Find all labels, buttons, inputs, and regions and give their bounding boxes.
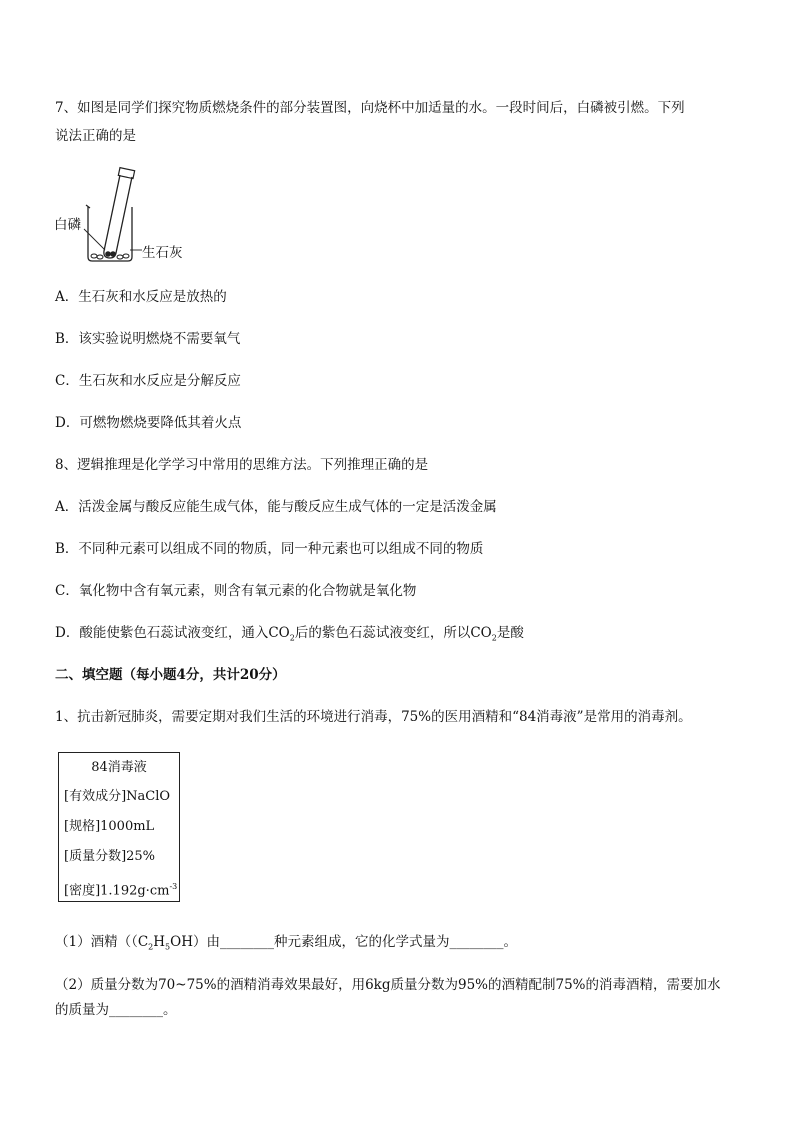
label-mass-fraction: [质量分数]25% xyxy=(64,849,156,864)
q8-option-c: C．氧化物中含有氧元素，则含有氧元素的化合物就是氧化物 xyxy=(55,583,417,599)
q7-option-b: B．该实验说明燃烧不需要氧气 xyxy=(55,331,241,347)
label-spec: [规格]1000mL xyxy=(64,819,155,834)
q7-option-d: D．可燃物燃烧要降低其着火点 xyxy=(55,415,242,431)
q7-stem-line1: 7、如图是同学们探究物质燃烧条件的部分装置图，向烧杯中加适量的水。一段时间后，白磷被引燃。下列 xyxy=(55,100,685,116)
q8-option-b: B．不同种元素可以组成不同的物质，同一种元素也可以组成不同的物质 xyxy=(55,541,484,557)
q7-apparatus-figure xyxy=(50,165,200,275)
label-density: [密度]$1.192g\cdot cm^{-3}$ xyxy=(64,882,178,899)
label-quicklime: 生石灰 xyxy=(142,245,183,261)
q8-option-d: D．酸能使紫色石蕊试液变红，通入$CO_2$后的紫色石蕊试液变红，所以$CO_2$是酸 xyxy=(55,625,524,643)
q7-option-c: C．生石灰和水反应是分解反应 xyxy=(55,373,241,389)
q8-stem: 8、逻辑推理是化学学习中常用的思维方法。下列推理正确的是 xyxy=(55,457,429,473)
section-heading: 二、填空题（每小题4分，共计20分） xyxy=(55,667,286,683)
label-ingredient: [有效成分]NaClO xyxy=(64,789,171,804)
f1-sub1: （1）酒精（$(C_2H_5OH)$由________种元素组成，它的化学式量为________。 xyxy=(55,934,517,952)
label-title: 84消毒液 xyxy=(91,760,147,775)
f1-sub2-line2: 的质量为________。 xyxy=(55,1002,177,1018)
q7-stem-line2: 说法正确的是 xyxy=(55,128,136,144)
f1-sub2-line1: （2）质量分数为70~75%的酒精消毒效果最好，用6kg质量分数为95%的酒精配制75%的消毒酒精，需要加水 xyxy=(55,977,721,993)
label-white-phosphorus: 白磷 xyxy=(54,217,81,233)
q7-option-a: A．生石灰和水反应是放热的 xyxy=(55,289,227,305)
disinfectant-label-box xyxy=(58,752,180,902)
f1-stem: 1、抗击新冠肺炎，需要定期对我们生活的环境进行消毒，75%的医用酒精和“84消毒液”是常用的消毒剂。 xyxy=(55,709,692,725)
q8-option-a: A．活泼金属与酸反应能生成气体，能与酸反应生成气体的一定是活泼金属 xyxy=(55,499,497,515)
